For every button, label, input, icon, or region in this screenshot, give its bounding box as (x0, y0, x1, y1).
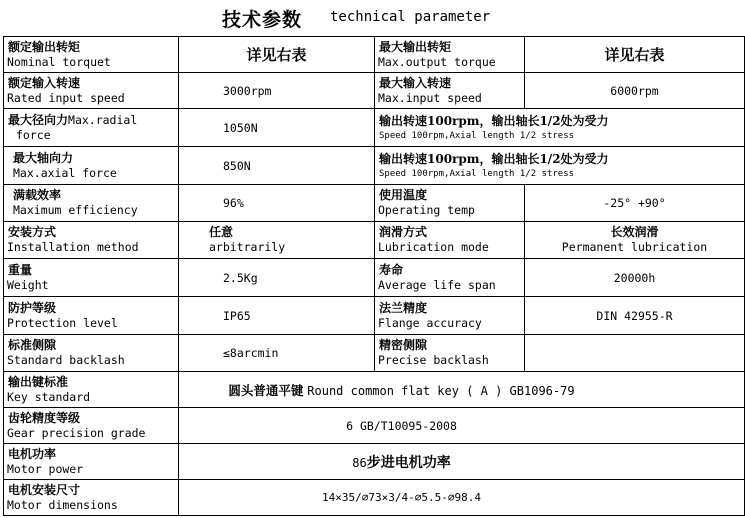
label-en: Standard backlash (7, 353, 125, 367)
label-cell (4, 480, 179, 516)
note-cell (375, 109, 745, 147)
page-title-cn: 技术参数 (222, 9, 303, 31)
value-cell: 850N (179, 147, 375, 185)
value-cell (179, 444, 745, 480)
key-value-cn: 圆头普通平键 (228, 382, 304, 398)
label-en: Average life span (378, 277, 496, 292)
parameter-table (3, 36, 745, 516)
label-en: Max.output torque (378, 54, 496, 69)
value-en: Permanent lubrication (561, 240, 708, 254)
label-cn: 最大输入转速 (379, 75, 452, 90)
value-cell: -25° +90° (525, 185, 745, 222)
table-row (4, 222, 745, 259)
table-row (4, 185, 745, 222)
label-cn-text: 最大径向力 (8, 112, 69, 127)
value-cell (179, 222, 375, 259)
table-row (4, 372, 745, 408)
label-en: Motor dimensions (7, 497, 118, 512)
label-en: Protection level (7, 315, 118, 330)
label-cell (4, 335, 179, 372)
label-en: Key standard (7, 389, 91, 404)
value-cell: 详见右表 (525, 37, 745, 73)
label-cn: 寿命 (379, 262, 404, 277)
table-row (4, 444, 745, 480)
label-en: force (16, 127, 51, 142)
label-cell (4, 372, 179, 408)
value-cell (179, 372, 745, 408)
label-cell (4, 297, 179, 335)
value-cell: IP65 (179, 297, 375, 335)
label-cn: 电机功率 (8, 446, 57, 461)
value-cell: ≤8arcmin (179, 335, 375, 372)
value-cn: 任意 (209, 225, 234, 239)
value-en: arbitrarily (209, 240, 286, 254)
label-en: Motor power (7, 461, 84, 476)
label-en: Maximum efficiency (13, 203, 138, 217)
label-cell (4, 109, 179, 147)
label-cell (375, 37, 525, 73)
label-cell (4, 222, 179, 259)
label-cell (4, 147, 179, 185)
title-bar (0, 0, 745, 36)
label-cn: 重量 (8, 262, 33, 277)
label-cell (375, 259, 525, 297)
table-row (4, 73, 745, 109)
label-cell (375, 185, 525, 222)
value-cell (525, 222, 745, 259)
label-en: Nominal torquet (7, 54, 111, 69)
value-cell (525, 335, 745, 372)
label-en: Max.axial force (13, 165, 117, 180)
page-title-en: technical parameter (330, 9, 491, 25)
label-cn: 使用温度 (379, 188, 428, 202)
key-value-en: Round common flat key ( A ) GB1096-79 (307, 383, 575, 398)
label-en: Weight (7, 277, 49, 292)
label-cn: 满载效率 (13, 188, 62, 202)
label-inline-en: Max.radial (68, 112, 138, 127)
label-cn: 电机安装尺寸 (8, 482, 81, 497)
motor-value-num: 86 (352, 455, 367, 470)
label-en: Max.input speed (378, 90, 482, 105)
label-cn: 安装方式 (8, 225, 57, 239)
value-cell: 1050N (179, 109, 375, 147)
label-cn (4, 113, 178, 128)
note-en: Speed 100rpm,Axial length 1/2 stress (379, 168, 575, 179)
label-cell (4, 259, 179, 297)
label-cell (375, 335, 525, 372)
value-cell: 20000h (525, 259, 745, 297)
value-cell: 6 GB/T10095-2008 (179, 408, 745, 444)
value-cn: 长效润滑 (610, 225, 659, 239)
label-cell (375, 297, 525, 335)
label-cn: 标准侧隙 (8, 338, 57, 352)
label-cell (4, 37, 179, 73)
label-cell (375, 73, 525, 109)
label-en: Rated input speed (7, 90, 125, 105)
label-cell (4, 408, 179, 444)
table-row (4, 480, 745, 516)
label-cn: 齿轮精度等级 (8, 410, 81, 425)
label-cn: 最大轴向力 (13, 150, 74, 165)
table-row (4, 147, 745, 185)
table-row (4, 335, 745, 372)
note-cell (375, 147, 745, 185)
label-en: Precise backlash (378, 353, 489, 367)
table-row (4, 109, 745, 147)
label-en: Lubrication mode (378, 240, 489, 254)
table-row (4, 37, 745, 73)
label-cn: 输出键标准 (8, 374, 69, 389)
motor-value-cn: 步进电机功率 (366, 454, 451, 471)
note-en: Speed 100rpm,Axial length 1/2 stress (379, 130, 575, 141)
label-en: Installation method (7, 240, 139, 254)
label-en: Operating temp (378, 203, 475, 217)
label-cell (4, 73, 179, 109)
label-cell (4, 444, 179, 480)
value-cell: 2.5Kg (179, 259, 375, 297)
label-cn: 精密侧隙 (379, 338, 428, 352)
label-cn: 额定输出转矩 (8, 39, 81, 54)
table-row (4, 408, 745, 444)
note-cn: 输出转速100rpm，输出轴长1/2处为受力 (379, 113, 609, 128)
value-cell: 详见右表 (179, 37, 375, 73)
label-cn: 最大输出转矩 (379, 39, 452, 54)
value-cell: 96% (179, 185, 375, 222)
label-cell (4, 185, 179, 222)
label-en: Gear precision grade (7, 425, 146, 440)
value-cell: 3000rpm (179, 73, 375, 109)
value-cell: 14×35/∅73×3/4-∅5.5-∅98.4 (179, 480, 745, 516)
label-cn: 润滑方式 (379, 225, 428, 239)
note-cn: 输出转速100rpm，输出轴长1/2处为受力 (379, 151, 609, 166)
label-en: Flange accuracy (378, 315, 482, 330)
table-row (4, 259, 745, 297)
label-cn: 法兰精度 (379, 300, 428, 315)
value-cell: DIN 42955-R (525, 297, 745, 335)
table-row (4, 297, 745, 335)
value-cell: 6000rpm (525, 73, 745, 109)
label-cn: 额定输入转速 (8, 75, 81, 90)
label-cn: 防护等级 (8, 300, 57, 315)
label-cell (375, 222, 525, 259)
